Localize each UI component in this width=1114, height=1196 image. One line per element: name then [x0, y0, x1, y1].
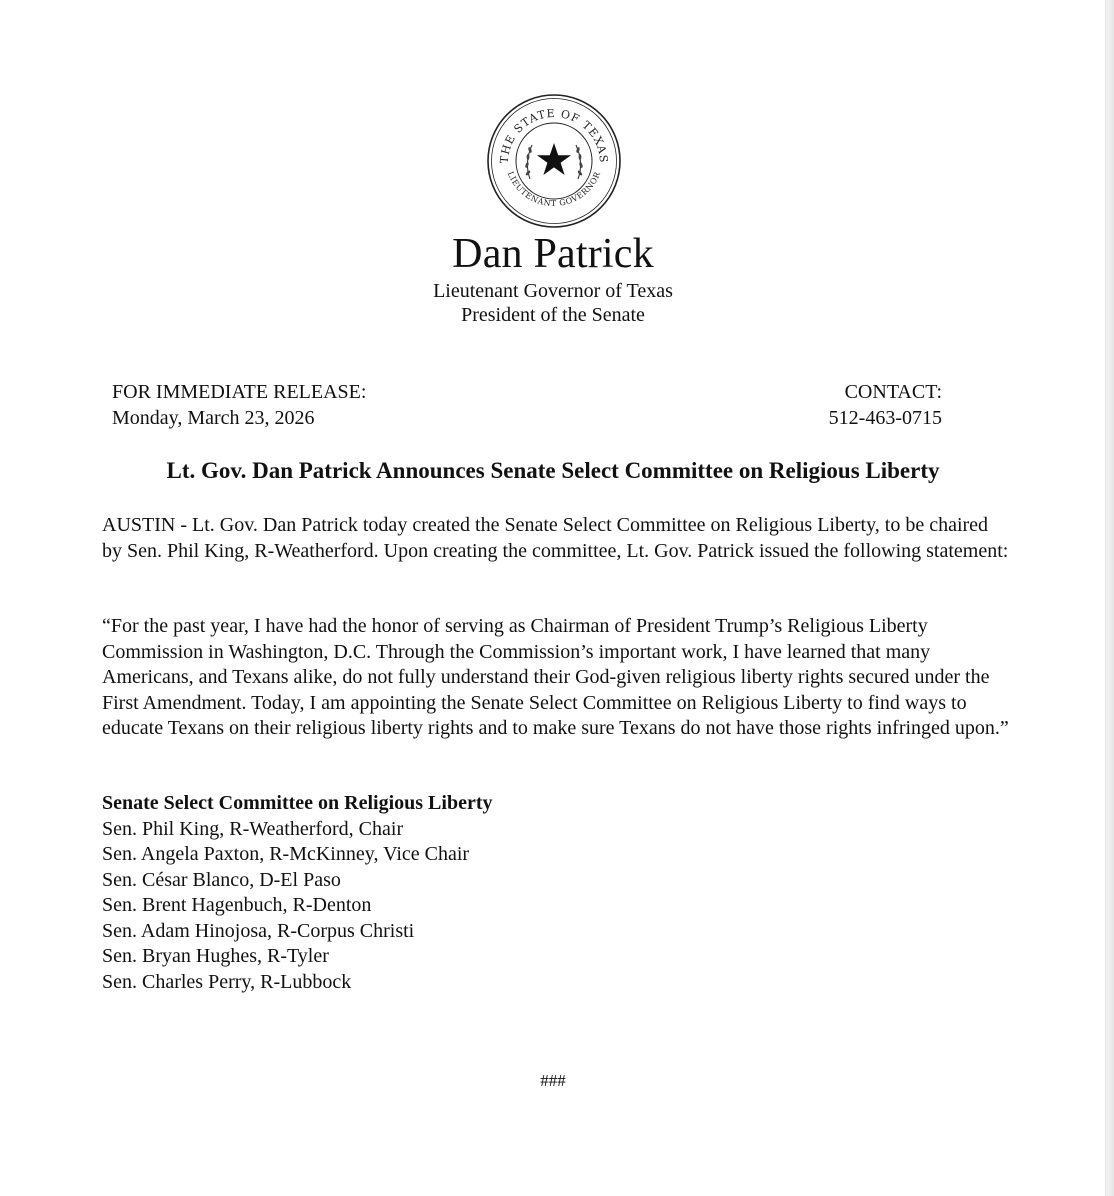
- contact-info: [829, 379, 942, 431]
- committee-member: Sen. Brent Hagenbuch, R-Denton: [102, 894, 372, 916]
- official-title: Lieutenant Governor of Texas: [433, 280, 673, 302]
- official-subtitle: President of the Senate: [461, 304, 645, 326]
- release-date: Monday, March 23, 2026: [112, 407, 315, 429]
- contact-label: CONTACT:: [844, 381, 942, 403]
- end-mark: ###: [540, 1071, 566, 1090]
- release-info: [112, 379, 366, 431]
- state-seal-logo: [486, 93, 622, 229]
- svg-text:LIEUTENANT GOVERNOR: LIEUTENANT GOVERNOR: [505, 170, 603, 209]
- committee-member: Sen. Charles Perry, R-Lubbock: [102, 970, 352, 993]
- statement-paragraph: “For the past year, I have had the honor of serving as Chairman of President Trump’s Religious Liberty Commission in Washington, D.C. Through the Commission’s important work, I have learned that many Americans, and Texans alike, do not fully understand their God-given religious liberty rights secured under the First Amendment. Today, I am appointing the Senate Select Committee on Religious Liberty to find ways to educate Texans on their religious liberty rights and to make sure Texans do not have those rights infringed upon.”: [102, 615, 1009, 739]
- committee-member: Sen. Phil King, R-Weatherford, Chair: [102, 817, 404, 840]
- svg-text:THE STATE OF TEXAS: THE STATE OF TEXAS: [497, 106, 611, 164]
- committee-member: Sen. Bryan Hughes, R-Tyler: [102, 945, 329, 967]
- contact-phone: 512-463-0715: [828, 407, 942, 429]
- press-headline: Lt. Gov. Dan Patrick Announces Senate Select Committee on Religious Liberty: [166, 458, 940, 483]
- release-label: FOR IMMEDIATE RELEASE:: [112, 381, 367, 403]
- committee-member: Sen. Angela Paxton, R-McKinney, Vice Chair: [102, 843, 470, 865]
- committee-list: [102, 791, 492, 995]
- committee-member: Sen. César Blanco, D-El Paso: [102, 868, 341, 891]
- intro-paragraph: AUSTIN - Lt. Gov. Dan Patrick today created the Senate Select Committee on Religious Liberty, to be chaired by Sen. Phil King, R-Weatherford. Upon creating the committee, Lt. Gov. Patrick issued the following statement:: [102, 514, 1009, 562]
- committee-member: Sen. Adam Hinojosa, R-Corpus Christi: [102, 919, 415, 942]
- page-edge-shadow: [1105, 0, 1114, 1196]
- committee-title: Senate Select Committee on Religious Liberty: [102, 792, 493, 814]
- official-name: Dan Patrick: [452, 231, 654, 277]
